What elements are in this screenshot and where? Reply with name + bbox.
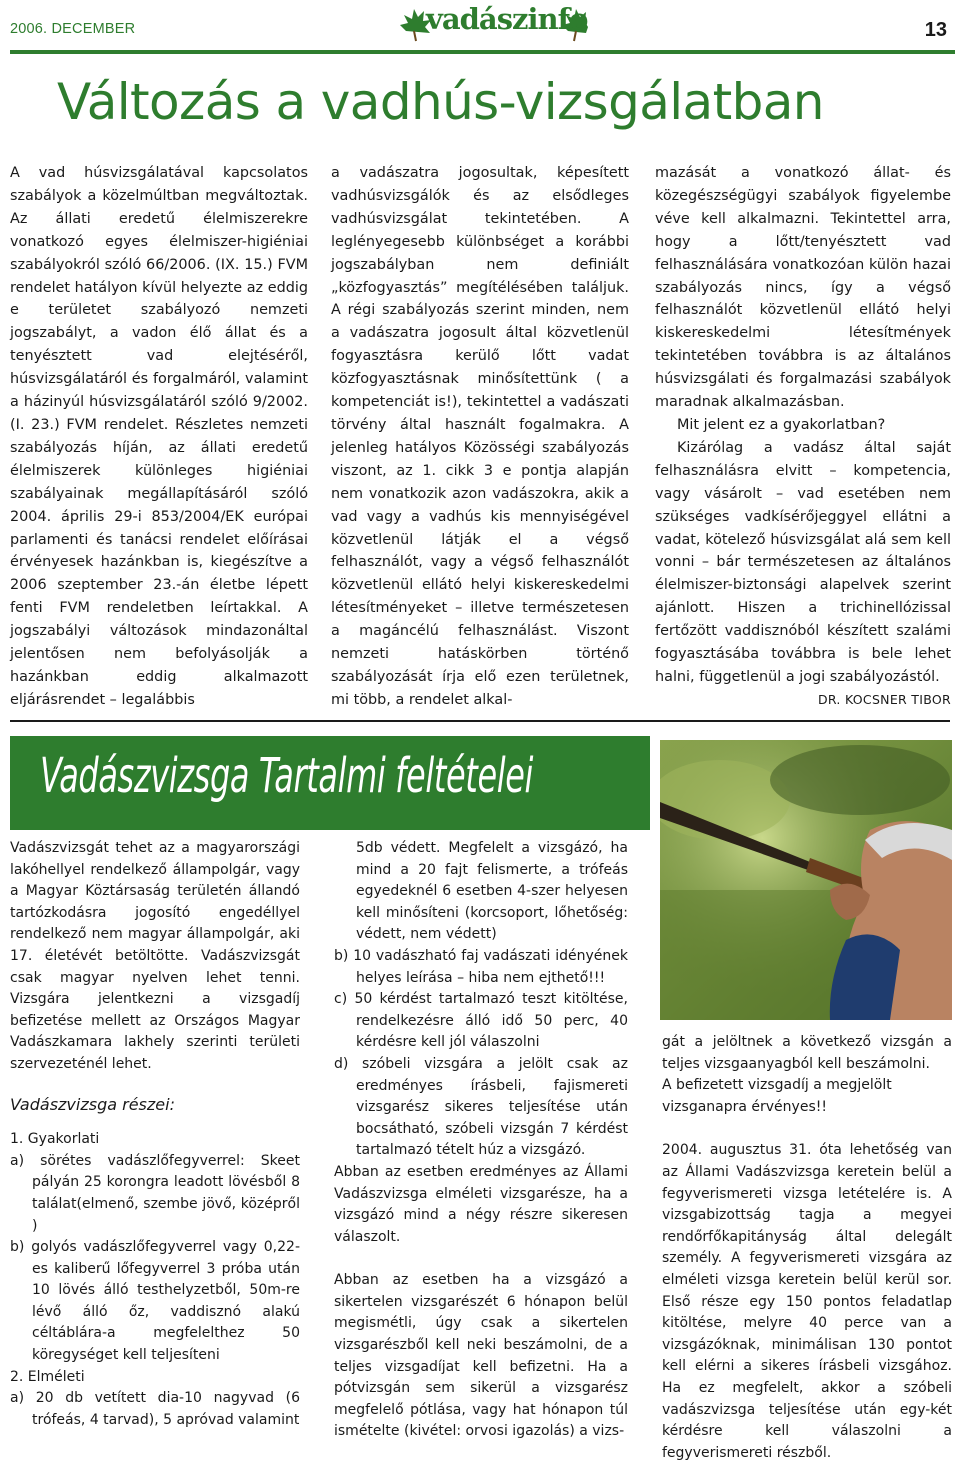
- list-item: c) 50 kérdést tartalmazó teszt kitöltése, rendelkezésre álló idő 50 perc, 40 kérdésre kell jól válaszolni: [334, 991, 628, 1051]
- list-item: b) golyós vadászlőfegyverrel vagy 0,22-es kaliberű lőfegyverrel 3 próba után 10 lövés álló testhelyzetből, 50m-re lévő álló őz, vaddisznó alakú céltáblára-a megfelelthez 50 köregységet kell teljesíteni: [10, 1239, 300, 1364]
- exam-text: 2004. augusztus 31. óta lehetőség van az Állami Vadászvizsga keretein belül a fegyverismereti vizsga letételére is. A vizsgabizottság tagja a megyei rendőrfőkapitányság által delegált személy. A fegyverismereti vizsgára az elméleti vizsga keretein belül kerül sor. Első része egy 150 pontos feladatlap kitöltése, melyre 40 perce van a vizsgázóknak, minimálisan 130 pontot kell elérni a sikeres írásbeli vizsgához. Ha ez megfelelt, akkor a szóbeli vadászvizsga teljesítése után egy-két kérdésre kell válaszolni a fegyverismereti részből.: [662, 1142, 952, 1461]
- issue-date: 2006. DECEMBER: [10, 21, 136, 37]
- list-item: a) sörétes vadászlőfegyverrel: Skeet pályán 25 korongra leadott lövésből 8 találat(elmenő, szembe jövő, középről ): [10, 1152, 300, 1234]
- header-rule: [10, 50, 955, 54]
- part-heading: 2. Elméleti: [10, 1368, 85, 1385]
- list-item: a) 20 db vetített dia-10 nagyvad (6 trófeás, 4 tarvad), 5 apróvad valamint: [10, 1390, 300, 1428]
- article-text-body: Kizárólag a vadász által saját felhasználásra elvitt – kompetencia, vagy vásárolt – vad esetében nem szükséges vadkísérőjeggyel ellátni a vadat, kötelező húsvizsgálat alá sem kell vonni – bár természetesen az általános élelmiszer-biztonsági alapelvek szerint ajánlott. Hiszen a trichinellózissal fertőzött vaddisznóból készített szalámi fogyasztásába továbbra is bele lehet halni, függetlenül a jogi szabályozástól.: [655, 439, 951, 685]
- exam-text: gát a jelöltnek a következő vizsgán a teljes vizsgaanyagból kell beszámolni.: [662, 1034, 952, 1072]
- page-number: 13: [924, 19, 947, 41]
- exam-text: Abban az esetben ha a vizsgázó a sikertelen vizsgarészét 6 hónapon belül megismétli, úgy csak a sikertelen vizsgarészből kell neki beszámolni, de a teljes vizsgadíjat kell befizetni. Ha a pótvizsgán sem sikerül a vizsgarész megfelelő pótlása, vagy hat hónapon túl ismételte (kivétel: orvosi igazolás) a vizs-: [334, 1272, 628, 1440]
- article-text: a vadászatra jogosultak, képesített vadhúsvizsgálók és az elsődleges vadhúsvizsgálat tekintetében. A leglényegesebb különbséget a korábbi jogszabályban nem definiált „közfogyasztás” megítélésében találjuk. A régi szabályozás szerint minden, nem a vadászatra jogosult által közvetlenül fogyasztásra kerülő lőtt vadat közfogyasztásnak minősítettünk ( a kompetenciát is!), tekintettel a vadászati törvény által használt fogalmakra. A jelenleg hatályos Közösségi szabályozás viszont, az 1. cikk 3 e pontja alapján nem vonatkozik azon vadászokra, akik a vad vagy a vadhús kis mennyiségével közvetlenül látják el a végső felhasználót, vagy a végső felhasználót közvetlenül ellátó helyi kiskereskedelmi létesítményeket – illetve természetesen a magáncélú felhasználást. Viszont nemzeti hatáskörben történő szabályozását írja elő ezen területnek, mi több, a rendelet alkal-: [331, 165, 629, 708]
- article-title: Változás a vadhús-vizsgálatban: [57, 73, 824, 131]
- exam-notice: A befizetett vizsgadíj a megjelölt vizsganapra érvényes!!: [662, 1077, 892, 1115]
- article-text: mazását a vonatkozó állat- és közegészségügyi szabályok figyelembe véve kell alkalmazni. Tekintettel arra, hogy a lőtt/tenyésztett vad felhasználására vonatkozóan külön hazai szabályozás nincs, így a végső felhasználót közvetlenül ellátó helyi kiskereskedelmi létesítmények tekintetében továbbra is az általános húsvizsgálati és forgalmazási szabályok maradnak alkalmazásban.: [655, 165, 951, 411]
- article-column-3: [655, 162, 951, 712]
- exam-parts-heading: Vadászvizsga részei:: [10, 1094, 175, 1114]
- author: DR. KOCSNER TIBOR: [817, 691, 951, 707]
- exam-column-1: [10, 838, 300, 1431]
- logo-text: vadászinfo: [426, 2, 588, 36]
- exam-column-3: [662, 1032, 952, 1464]
- list-item-continued: 5db védett. Megfelelt a vizsgázó, ha mind a 20 fajt felismerte, a trófeás egyedeknél 6 esetben 4-szer helyesen kell minősíteni (korcsoport, lőhetőség: védett, nem védett): [356, 840, 628, 943]
- exam-text: Abban az esetben eredményes az Állami Vadászvizsga elméleti vizsgarésze, ha a vizsgázó mind a négy részre sikeresen válaszolt.: [334, 1163, 628, 1245]
- article-question: Mit jelent ez a gyakorlatban?: [677, 416, 886, 433]
- section-divider: [10, 720, 950, 722]
- article-text: [655, 437, 951, 707]
- exam-column-2: [334, 838, 628, 1443]
- part-heading: 1. Gyakorlati: [10, 1131, 100, 1148]
- list-item: b) 10 vadászható faj vadászati idényének helyes leírása – hiba nem ejthető!!!: [334, 947, 628, 986]
- hunter-aiming-photo: [660, 740, 952, 1020]
- section-title: Vadászvizsga Tartalmi feltételei: [40, 748, 534, 804]
- article-text: A vad húsvizsgálatával kapcsolatos szabályok a közelmúltban megváltoztak. Az állati eredetű élelmiszerekre vonatkozó egyes élelmiszer-higiéniai szabályokról szóló 66/2006. (IX. 15.) FVM rendelet hatályon kívül helyezte az eddig e területet szabályozó nemzeti jogszabályt, a vadon élő állat és a tenyésztett vad elejtéséről, húsvizsgálatáról és forgalmáról, valamint a házinyúl húsvizsgálatáról szóló 9/2002. (I. 23.) FVM rendelet. Részletes nemzeti szabályozás híján, az állati eredetű élelmiszerek különleges higiéniai szabályainak megállapításáról szóló 2004. április 29-i 853/2004/EK európai parlamenti és tanácsi rendelet előírásai érvényesek hazánkban is, kiegészítve a 2006 szeptember 23.-án életbe lépett fenti FVM rendeletben leírtakkal. A jogszabályi változások mindazonáltal jelentősen nem befolyásolják a hazánkban eddig alkalmazott eljárásrendet – legalábbis: [10, 165, 308, 708]
- article-column-2: [331, 162, 629, 712]
- list-item: d) szóbeli vizsgára a jelölt csak az eredményes írásbeli, fajismereti vizsgarész sikeres teljesítése után bocsátható, szóbeli vizsgán 7 kérdést tartalmazó tételt húz a vizsgázó.: [334, 1055, 628, 1159]
- exam-intro: Vadászvizsgát tehet az a magyarországi lakóhellyel rendelkező állampolgár, vagy a Magyar Köztársaság területén állandó tartózkodásra jogosító engedéllyel rendelkező nem magyar állampolgár, aki 17. életévét betöltötte. Vadászvizsgát csak magyar nyelven lehet tenni. Vizsgára jelentkezni a vizsgadíj befizetése mellett az Országos Magyar Vadászkamara lakhely szerinti területi szervezeténél lehet.: [10, 840, 300, 1072]
- article-column-1: [10, 162, 308, 712]
